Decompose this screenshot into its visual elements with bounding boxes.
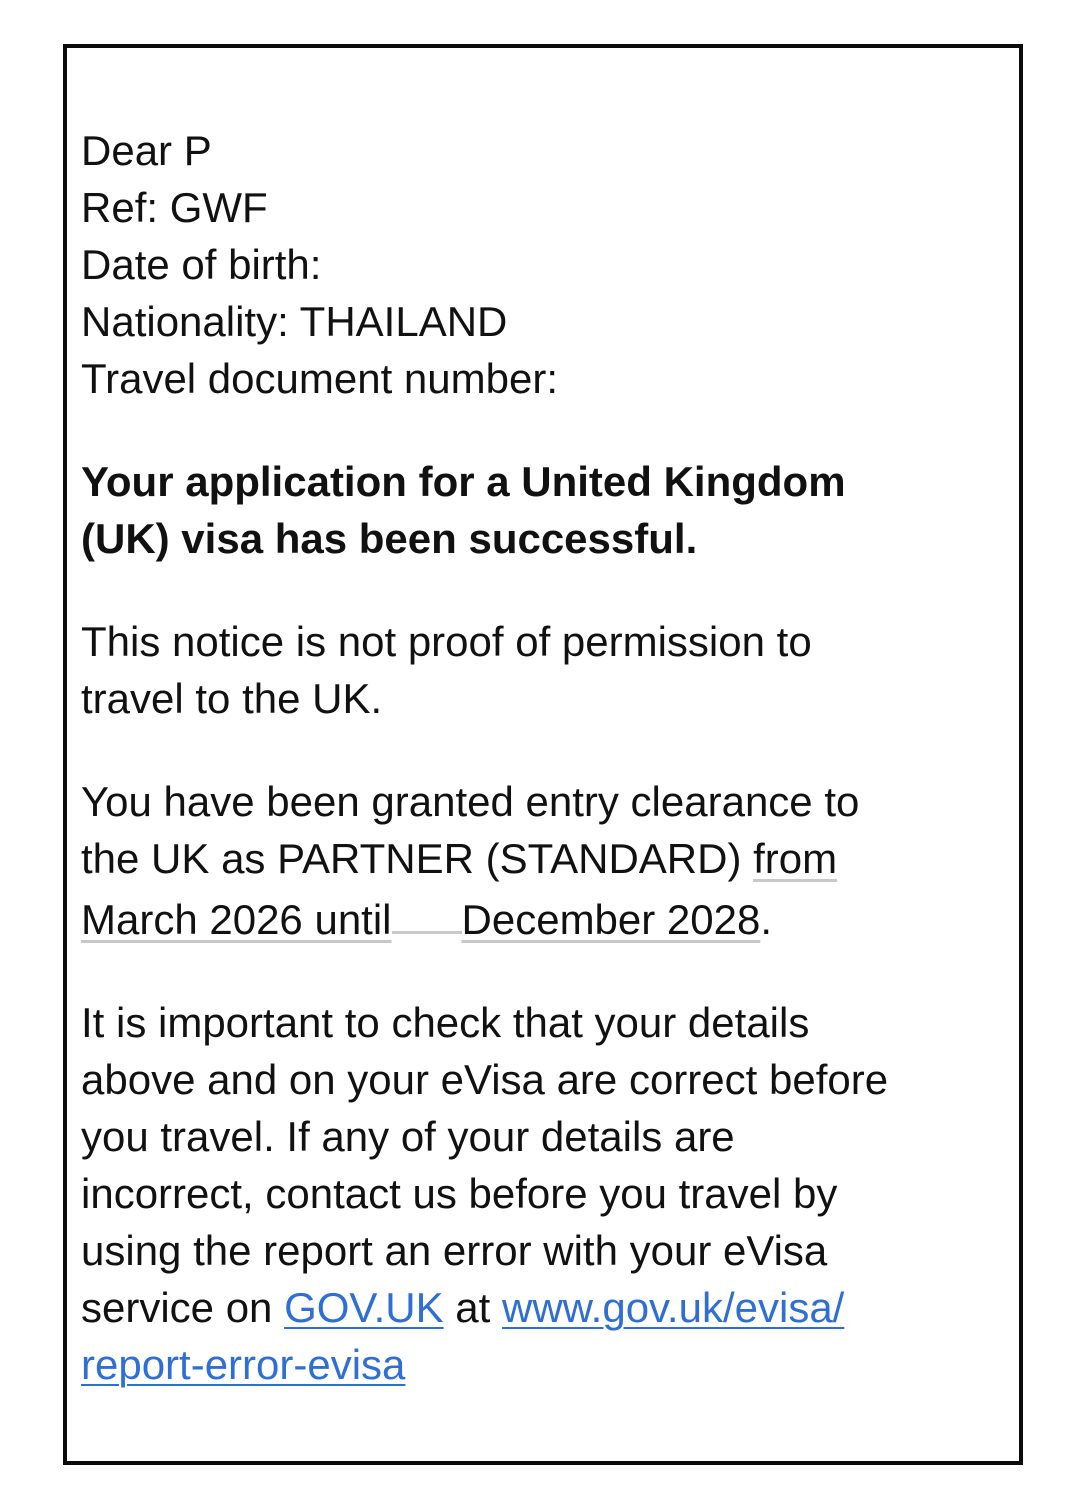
headline-line-2: (UK) visa has been successful.: [81, 515, 698, 562]
grant-paragraph: [81, 773, 1001, 948]
reference-number: Ref: GWF: [81, 184, 268, 231]
check-line-4: incorrect, contact us before you travel by: [81, 1170, 838, 1217]
check-details-paragraph: [81, 994, 1001, 1393]
validity-start: March 2026 until: [81, 896, 392, 943]
notice-line-1: This notice is not proof of permission to: [81, 618, 812, 665]
recipient-details: [81, 122, 1001, 407]
date-of-birth: Date of birth:: [81, 241, 322, 288]
service-on-text: service on: [81, 1284, 285, 1331]
period: .: [760, 896, 773, 943]
check-line-2: above and on your eVisa are correct before: [81, 1056, 889, 1103]
redacted-day: [392, 887, 462, 934]
greeting: Dear P: [81, 127, 212, 174]
validity-end: December 2028: [461, 896, 761, 943]
check-line-7: [81, 1336, 1001, 1393]
travel-document-number: Travel document number:: [81, 355, 558, 402]
report-error-url-part-1[interactable]: www.gov.uk/evisa/: [501, 1284, 845, 1331]
check-line-6: [81, 1279, 1001, 1336]
notice-line-2: travel to the UK.: [81, 675, 383, 722]
grant-category: the UK as PARTNER (STANDARD): [81, 835, 754, 882]
check-line-3: you travel. If any of your details are: [81, 1113, 735, 1160]
decision-headline: [81, 453, 1001, 567]
check-line-1: It is important to check that your details: [81, 999, 810, 1046]
grant-from-word: from: [753, 835, 838, 882]
at-text: at: [443, 1284, 502, 1331]
nationality: Nationality: THAILAND: [81, 298, 508, 345]
grant-line-3: [81, 887, 1001, 948]
letter-body: [81, 122, 1001, 1393]
report-error-url-part-2[interactable]: report-error-evisa: [81, 1341, 406, 1388]
notice-paragraph: [81, 613, 1001, 727]
govuk-link[interactable]: GOV.UK: [284, 1284, 444, 1331]
check-line-5: using the report an error with your eVisa: [81, 1227, 828, 1274]
grant-line-2: [81, 830, 1001, 887]
headline-line-1: Your application for a United Kingdom: [81, 458, 846, 505]
grant-line-1: You have been granted entry clearance to: [81, 778, 860, 825]
